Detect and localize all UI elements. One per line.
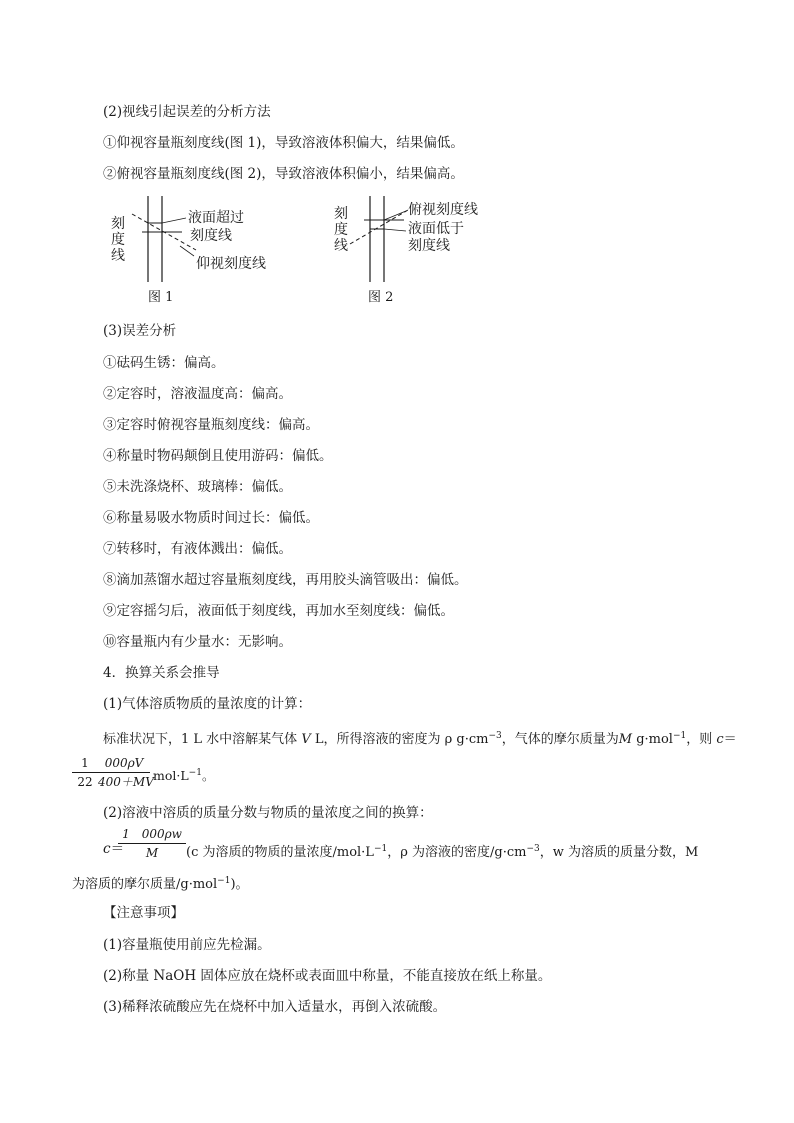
section-4-sub1-heading: (1)气体溶质物质的量浓度的计算： bbox=[103, 696, 312, 712]
figure-2-caption: 图 2 bbox=[368, 290, 394, 305]
formula-2-lhs: c＝ bbox=[103, 841, 125, 857]
error-item: ⑩容量瓶内有少量水：无影响。 bbox=[103, 634, 292, 650]
formula-1-integer-part: 1 22 bbox=[72, 756, 98, 789]
section-4-sub1-text: 标准状况下，1 L 水中溶解某气体 V L，所得溶液的密度为 ρ $g\cdot cm^{-3}$，气体的摩尔质量为M g·mol$^{-1}$，则 c＝ bbox=[103, 731, 737, 747]
section-4-sub2-heading: (2)溶液中溶质的质量分数与物质的量浓度之间的换算： bbox=[103, 805, 433, 821]
note-item: (1)容量瓶使用前应先检漏。 bbox=[103, 937, 271, 953]
error-item: ④称量时物码颠倒且使用游码：偏低。 bbox=[103, 448, 333, 464]
notes-heading: 【注意事项】 bbox=[103, 905, 184, 921]
error-item: ⑧滴加蒸馏水超过容量瓶刻度线，再用胶头滴管吸出：偏低。 bbox=[103, 572, 468, 588]
figure-1-side-label: 刻 度 线 bbox=[111, 216, 125, 264]
figure-2-label-mid2: 刻度线 bbox=[408, 238, 450, 254]
error-item: ①砝码生锈：偏高。 bbox=[103, 355, 225, 371]
section-4-heading: 4．换算关系会推导 bbox=[103, 665, 220, 681]
formula-2-explanation-line2: 为溶质的摩尔质量/g·mol$^{-1}$)。 bbox=[72, 876, 249, 892]
figure-1-label-top: 液面超过 bbox=[188, 210, 244, 226]
figure-2-side-label: 刻 度 线 bbox=[334, 206, 348, 254]
figure-2-label-mid: 液面低于 bbox=[408, 221, 464, 237]
error-item: ③定容时俯视容量瓶刻度线：偏高。 bbox=[103, 417, 319, 433]
note-item: (3)稀释浓硫酸应先在烧杯中加入适量水，再倒入浓硫酸。 bbox=[103, 999, 447, 1015]
error-item: ⑨定容摇匀后，液面低于刻度线，再加水至刻度线：偏低。 bbox=[103, 603, 454, 619]
section-2-item-2: ②俯视容量瓶刻度线(图 2)，导致溶液体积偏小，结果偏高。 bbox=[103, 166, 464, 182]
figure-1-caption: 图 1 bbox=[148, 290, 174, 305]
formula-2-fraction: 1 000ρw M bbox=[118, 827, 186, 860]
formula-1-unit: $mol\cdot L^{-1}$。 bbox=[153, 768, 215, 783]
section-3-heading: (3)误差分析 bbox=[103, 323, 177, 339]
figure-1-label-bottom: 仰视刻度线 bbox=[196, 256, 266, 272]
error-item: ⑥称量易吸水物质时间过长：偏低。 bbox=[103, 510, 319, 526]
note-item: (2)称量 NaOH 固体应放在烧杯或表面皿中称量，不能直接放在纸上称量。 bbox=[103, 968, 552, 984]
error-item: ⑤未洗涤烧杯、玻璃棒：偏低。 bbox=[103, 479, 292, 495]
figure-1-label-top2: 刻度线 bbox=[190, 228, 232, 244]
error-item: ②定容时，溶液温度高：偏高。 bbox=[103, 386, 292, 402]
section-2-item-1: ①仰视容量瓶刻度线(图 1)，导致溶液体积偏大，结果偏低。 bbox=[103, 135, 464, 151]
error-item: ⑦转移时，有液体溅出：偏低。 bbox=[103, 541, 292, 557]
figure-2-label-top: 俯视刻度线 bbox=[408, 202, 478, 218]
formula-2-explanation: (c 为溶质的物质的量浓度$/mol\cdot L^{-1}$，ρ 为溶液的密度$/g\cdot cm^{-3}$，w 为溶质的质量分数，M bbox=[186, 844, 699, 860]
formula-1-fraction: 000ρV 400＋MV bbox=[98, 756, 154, 789]
section-2-heading: (2)视线引起误差的分析方法 bbox=[103, 104, 271, 120]
